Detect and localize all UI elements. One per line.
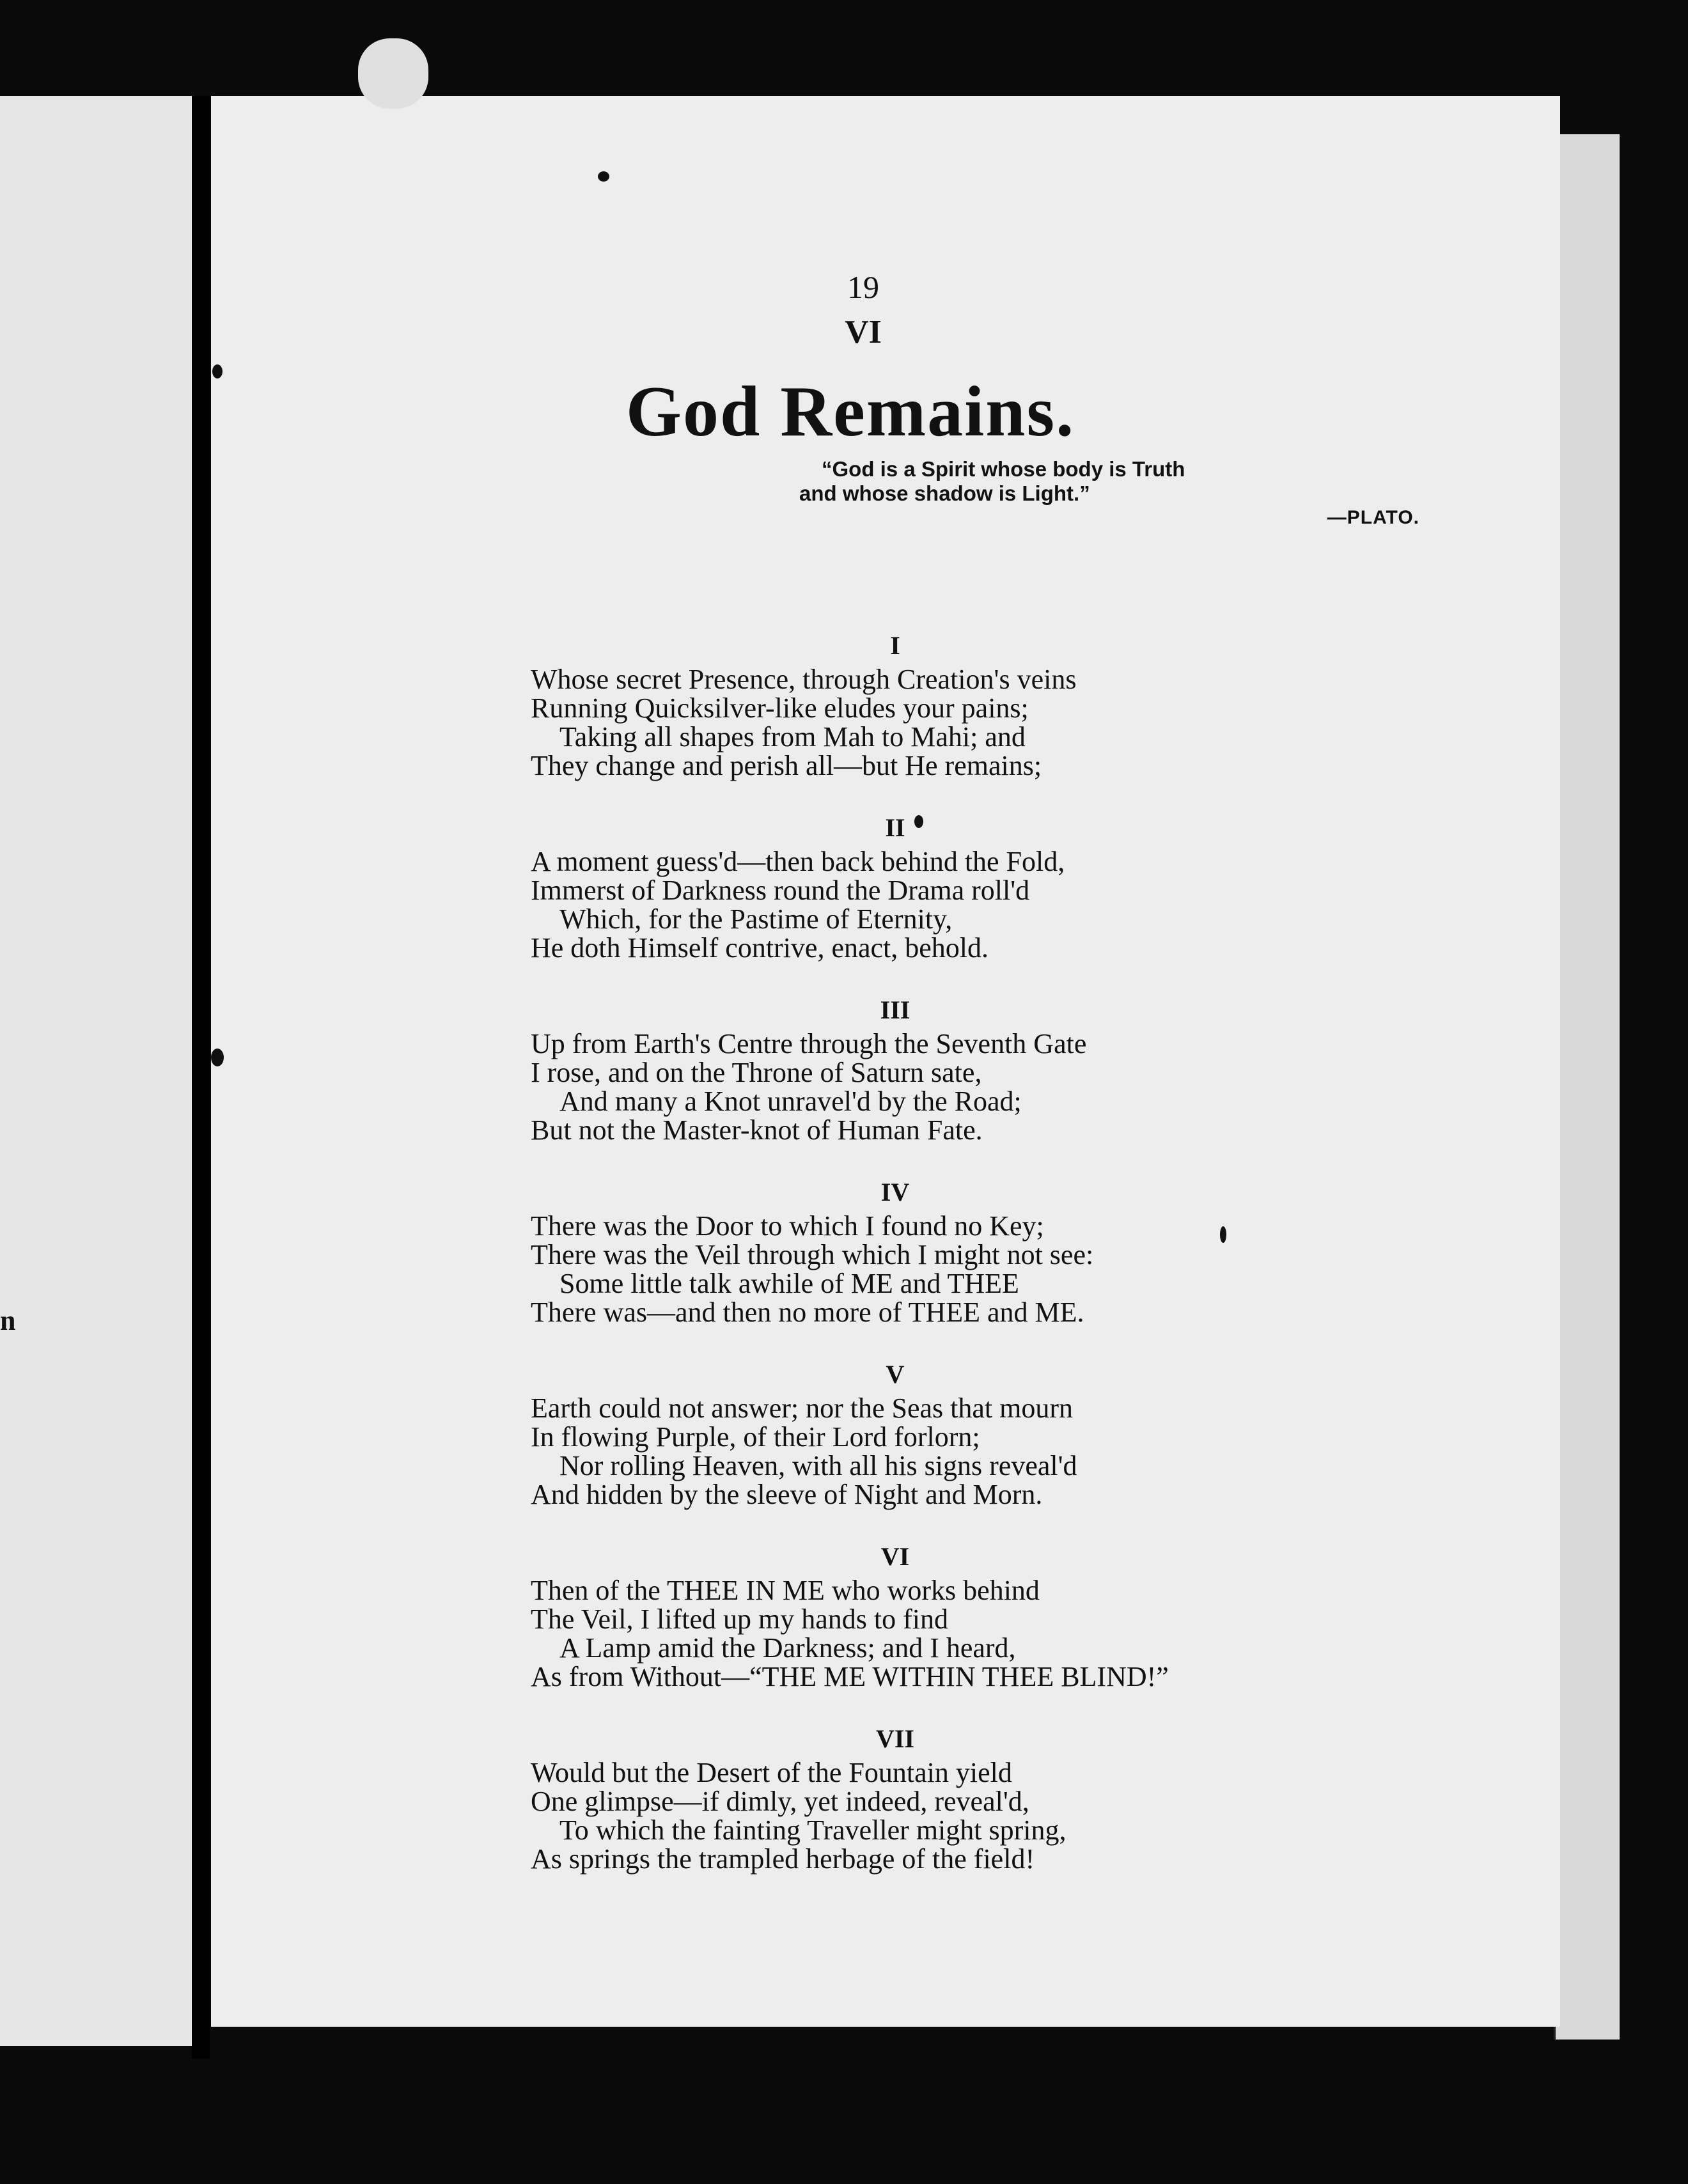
stanza-number: III [880,995,910,1024]
verse-line: Which, for the Pastime of Eternity, [559,903,953,935]
page-edge-strip [1554,134,1620,2040]
epigraph-line: and whose shadow is Light.” [799,481,1090,505]
verse-line: Earth could not answer; nor the Seas that mourn [531,1392,1074,1424]
verse-line: Then of the THEE IN ME who works behind [531,1575,1040,1606]
verse-line: I rose, and on the Throne of Saturn sate, [531,1057,982,1088]
epigraph-attribution: —PLATO. [1327,507,1419,528]
facing-page-fragment: n [0,1305,16,1336]
verse-line: And many a Knot unravel'd by the Road; [559,1086,1022,1117]
verse-line: In flowing Purple, of their Lord forlorn; [531,1421,980,1453]
verse-line: Running Quicksilver-like eludes your pains; [531,692,1029,724]
stanza [531,1355,1490,1509]
page-number: 19 [847,269,879,305]
stanza [531,991,1490,1144]
epigraph-line: “God is a Spirit whose body is Truth [822,457,1185,481]
verse-line: Nor rolling Heaven, with all his signs reveal'd [559,1450,1077,1481]
verse-line: As from Without—“THE ME WITHIN THEE BLIND!” [531,1661,1169,1692]
epigraph [799,457,1503,530]
book-page [211,96,1560,2027]
stanza [531,627,1490,780]
verse-line: One glimpse—if dimly, yet indeed, reveal'd, [531,1786,1029,1817]
verse-line: There was the Door to which I found no Key; [531,1210,1044,1242]
verse-line: As springs the trampled herbage of the field! [531,1843,1035,1875]
stanza-number: I [890,631,900,660]
verse-line: To which the fainting Traveller might spring, [559,1814,1067,1846]
stanza [531,1173,1490,1327]
stanza-number: II [885,813,905,842]
poem-title: God Remains. [625,372,1075,451]
paper-blot [358,38,428,109]
stanza-number: VI [880,1542,910,1571]
verse-line: Would but the Desert of the Fountain yield [531,1757,1012,1788]
verse-line: Whose secret Presence, through Creation's veins [531,664,1077,695]
verse-line: There was—and then no more of THEE and ME. [531,1297,1084,1328]
stanza [531,1538,1490,1691]
page-content [211,96,1560,2027]
verse-line: Taking all shapes from Mah to Mahi; and [559,721,1026,753]
facing-page [0,96,198,2046]
stanza-number: VII [875,1724,915,1753]
verse-line: Some little talk awhile of ME and THEE [559,1268,1019,1299]
stanza [531,1720,1490,1873]
verse-line: He doth Himself contrive, enact, behold. [531,932,989,963]
verse-line: A moment guess'd—then back behind the Fold, [531,846,1065,877]
verse-line: Immerst of Darkness round the Drama roll'd [531,875,1030,906]
verse-line: Up from Earth's Centre through the Seventh Gate [531,1028,1087,1059]
section-number: VI [845,314,882,350]
stanza-number: IV [880,1178,910,1206]
verse-line: They change and perish all—but He remains; [531,750,1042,781]
verse-line: And hidden by the sleeve of Night and Morn. [531,1479,1043,1510]
verse-line: But not the Master-knot of Human Fate. [531,1114,983,1146]
book-gutter [192,96,210,2059]
verse-line: There was the Veil through which I might not see: [531,1239,1094,1270]
stanza [531,809,1490,962]
verse-line: The Veil, I lifted up my hands to find [531,1603,948,1635]
verse-line: A Lamp amid the Darkness; and I heard, [559,1632,1016,1664]
stanza-number: V [886,1360,905,1389]
